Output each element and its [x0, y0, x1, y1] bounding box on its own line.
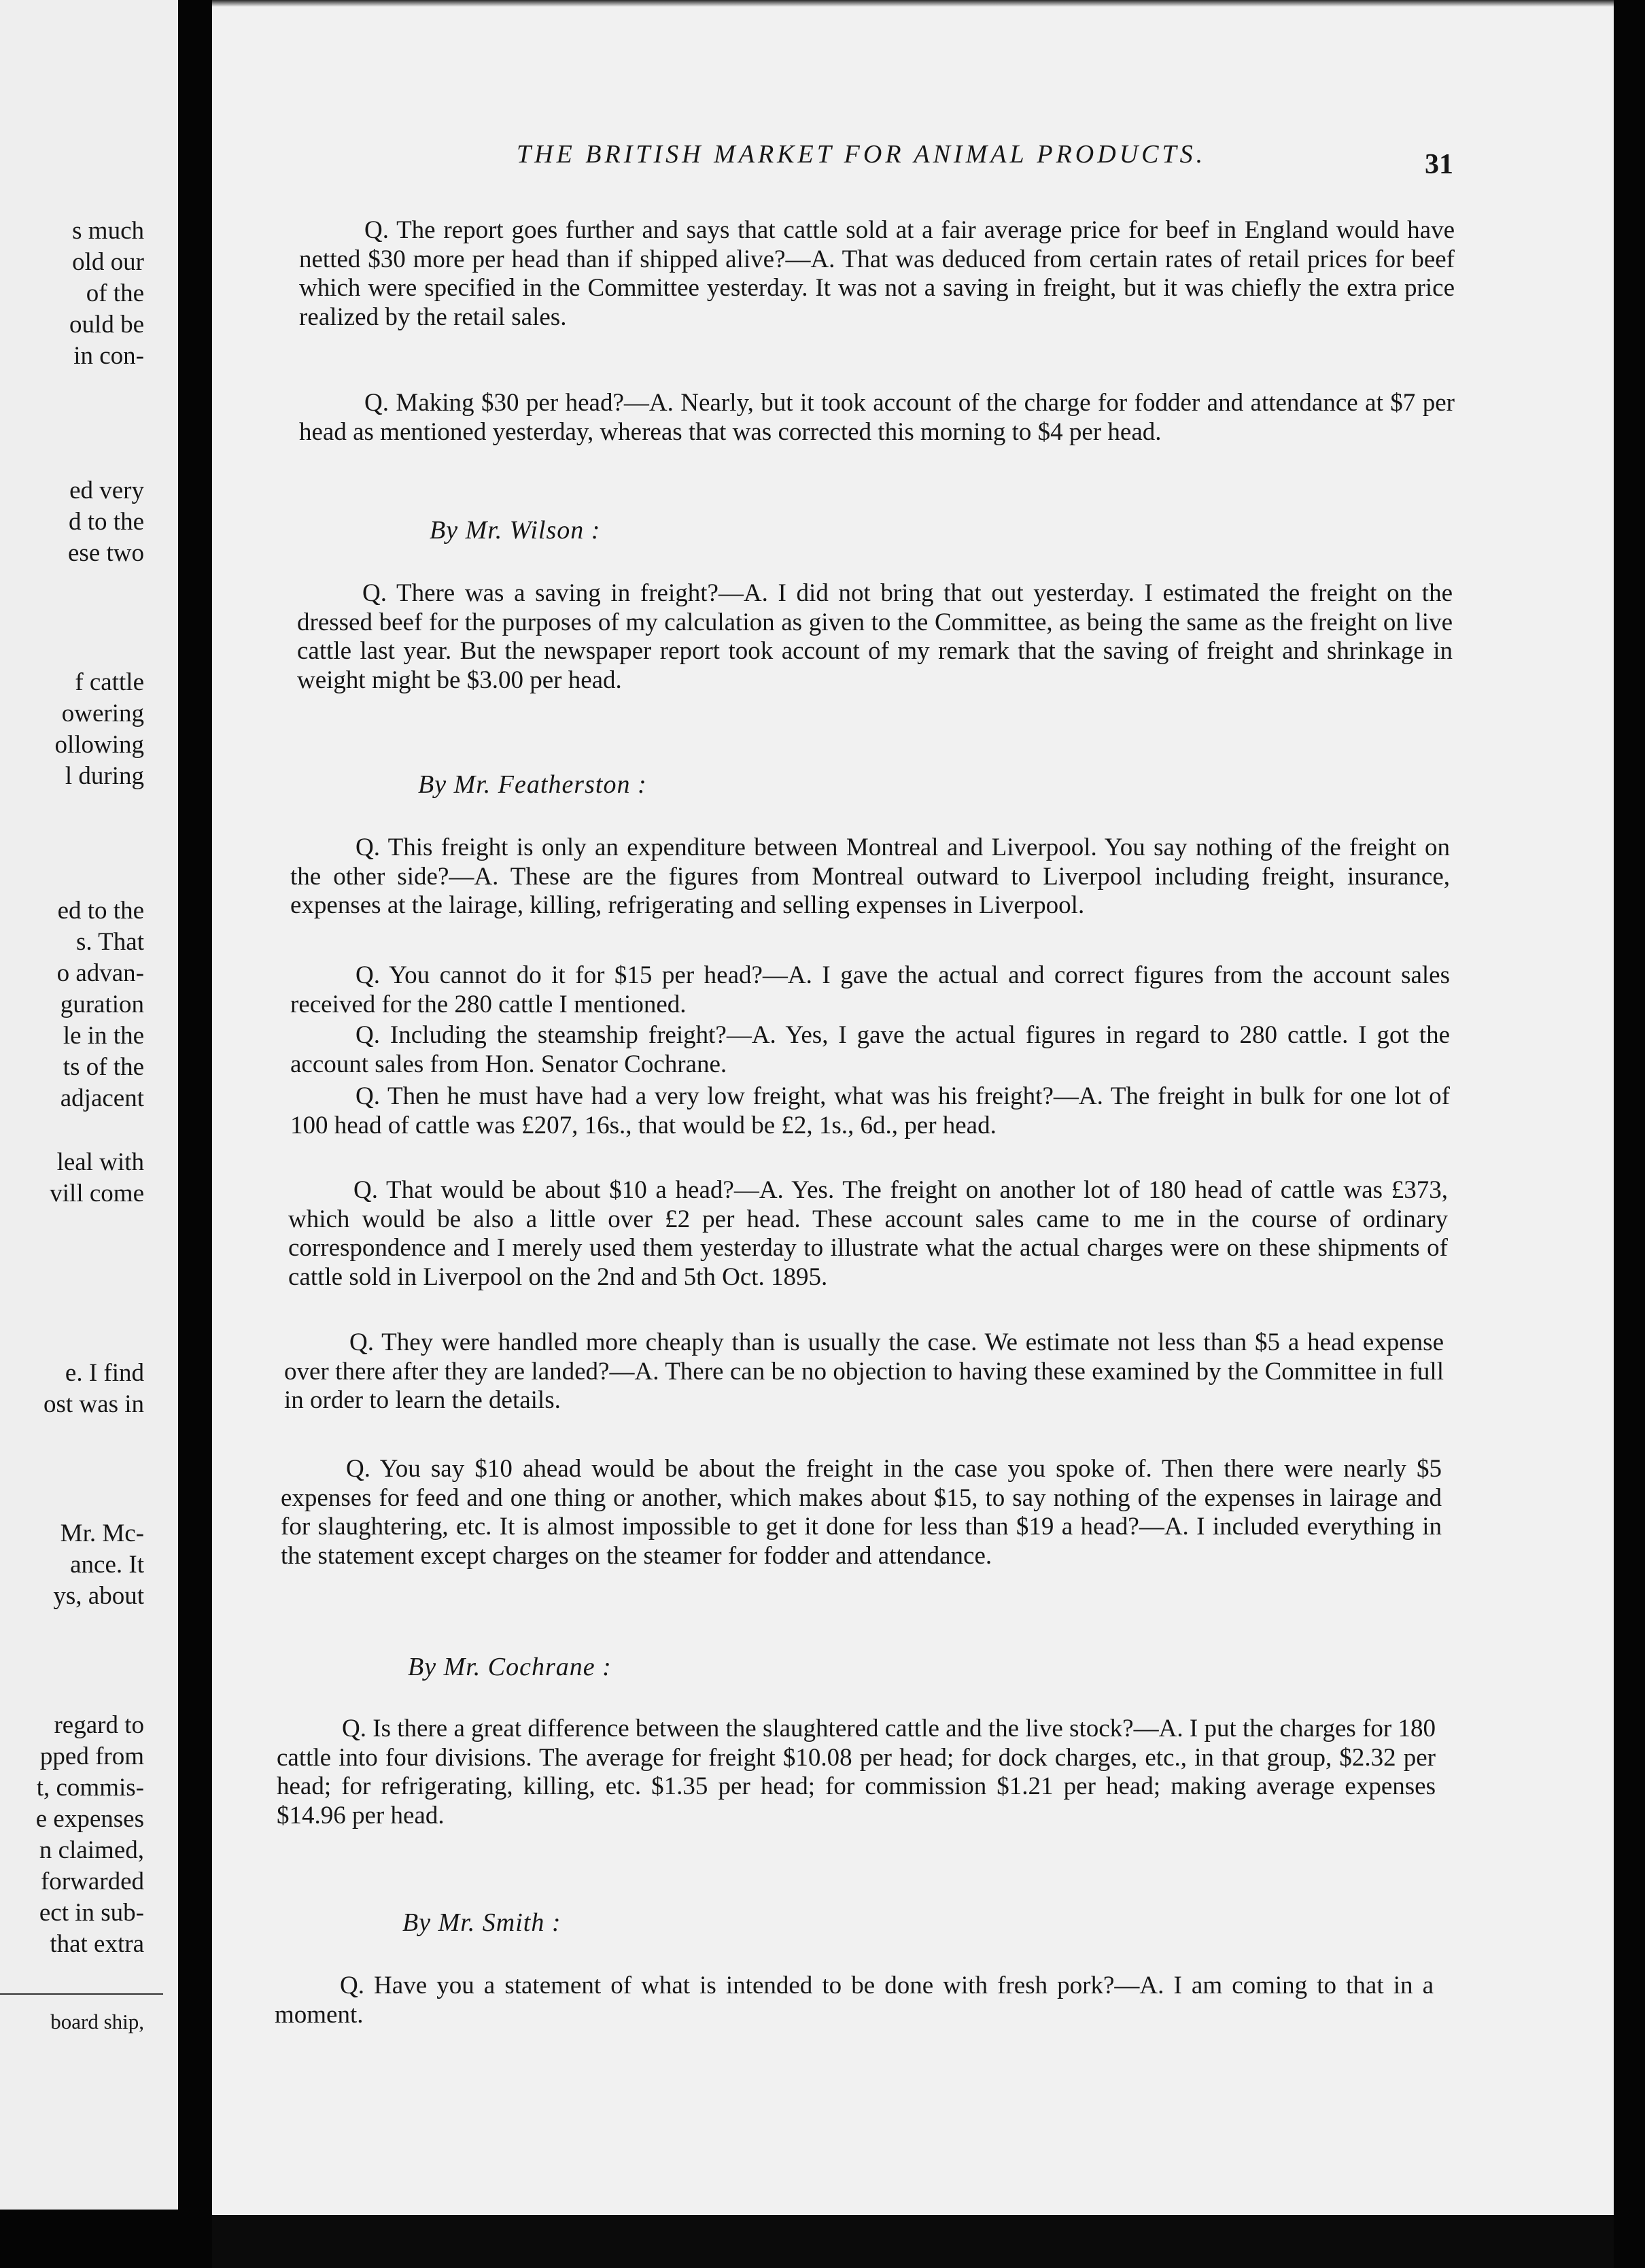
question-answer-paragraph: Q. Including the steamship freight?—A. Yes, I gave the actual figures in regard to 280 cattle. I got the account sales from Hon. Senator Cochrane. — [290, 1021, 1450, 1078]
left-fragment-rule — [0, 1993, 163, 1995]
left-fragment-line: ts of the — [63, 1053, 144, 1081]
left-fragment-line: ect in sub- — [39, 1899, 144, 1927]
question-answer-paragraph: Q. The report goes further and says that cattle sold at a fair average price for beef in England would have netted $30 more per head than if shipped alive?—A. That was deduced from certain rates of retail prices for beef which were specified in the Committee yesterday. It was not a saving in freight, but it was chiefly the extra price realized by the retail sales. — [299, 216, 1455, 331]
left-fragment-line: ollowing — [54, 731, 144, 759]
left-fragment-line: e. I find — [65, 1359, 144, 1387]
left-fragment-line: Mr. Mc- — [60, 1519, 144, 1547]
left-fragment-line: e expenses — [35, 1805, 144, 1833]
left-fragment-line: of the — [86, 279, 144, 307]
question-answer-paragraph: Q. Is there a great difference between the slaughtered cattle and the live stock?—A. I put the charges for 180 cattle into four divisions. The average for freight $10.08 per head; for dock charges, etc., in that group, $2.32 per head; for refrigerating, killing, etc. $1.35 per head; for commission $1.21 per head; making average expenses $14.96 per head. — [277, 1715, 1436, 1829]
left-fragment-line: owering — [61, 700, 144, 727]
left-fragment-line: pped from — [39, 1742, 144, 1770]
question-answer-paragraph: Q. They were handled more cheaply than is usually the case. We estimate not less than $5 a head expense over there after they are landed?—A. There can be no objection to having these examined by the Committee in full in order to learn the details. — [284, 1328, 1444, 1414]
left-fragment-line: d to the — [69, 508, 144, 536]
question-answer-paragraph: Q. That would be about $10 a head?—A. Yes. The freight on another lot of 180 head of cattle was £373, which would be also a little over £2 per head. These account sales came to me in the course of ordinary correspondence and I merely used them yesterday to illustrate what the actual charges were on these shipments of cattle sold in Liverpool on the 2nd and 5th Oct. 1895. — [288, 1176, 1448, 1291]
speaker-heading: By Mr. Cochrane : — [408, 1653, 612, 1681]
question-answer-paragraph: Q. This freight is only an expenditure between Montreal and Liverpool. You say nothing of the freight on the other side?—A. These are the figures from Montreal outward to Liverpool including freight, insurance, expenses at the lairage, killing, refrigerating and selling expenses in Liverpool. — [290, 834, 1450, 919]
question-answer-paragraph: Q. You cannot do it for $15 per head?—A. I gave the actual and correct figures from the account sales received for the 280 cattle I mentioned. — [290, 961, 1450, 1018]
left-fragment-footnote: board ship, — [50, 2010, 144, 2033]
left-fragment-line: t, commis- — [36, 1774, 144, 1802]
question-answer-paragraph: Q. There was a saving in freight?—A. I did not bring that out yesterday. I estimated the freight on the dressed beef for the purposes of my calculation as given to the Committee, as being the same as the freight on live cattle last year. But the newspaper report took account of my remark that the saving of freight and shrinkage in weight might be $3.00 per head. — [297, 579, 1453, 694]
left-fragment-line: s much — [72, 217, 144, 245]
left-fragment-line: ance. It — [70, 1551, 144, 1579]
left-fragment-line: guration — [60, 991, 144, 1018]
speaker-heading: By Mr. Wilson : — [430, 516, 601, 545]
running-head: THE BRITISH MARKET FOR ANIMAL PRODUCTS. — [517, 140, 1207, 169]
speaker-heading: By Mr. Smith : — [402, 1908, 561, 1937]
left-fragment-line: in con- — [73, 342, 144, 370]
left-fragment-line: ed very — [69, 477, 144, 504]
left-fragment-line: ost was in — [44, 1390, 144, 1418]
left-fragment-line: old our — [72, 248, 144, 276]
question-answer-paragraph: Q. Have you a statement of what is intended to be done with fresh pork?—A. I am coming to that in a moment. — [275, 1972, 1434, 2029]
left-fragment-line: forwarded — [40, 1868, 144, 1895]
left-fragment-line: f cattle — [75, 668, 144, 696]
left-fragment-line: s. That — [75, 928, 144, 956]
left-fragment-line: l during — [65, 762, 144, 790]
left-fragment-line: regard to — [54, 1711, 144, 1739]
question-answer-paragraph: Q. You say $10 ahead would be about the freight in the case you spoke of. Then there were nearly $5 expenses for feed and one thing or another, which makes about $15, to say nothing of the expenses in lairage and for slaughtering, etc. It is almost impossible to get it done for less than $19 a head?—A. I included everything in the statement except charges on the steamer for fodder and attendance. — [281, 1455, 1442, 1570]
question-answer-paragraph: Q. Then he must have had a very low freight, what was his freight?—A. The freight in bulk for one lot of 100 head of cattle was £207, 16s., that would be £2, 1s., 6d., per head. — [290, 1082, 1450, 1139]
speaker-heading: By Mr. Featherston : — [418, 770, 647, 799]
previous-page-fragment — [0, 0, 178, 2210]
left-fragment-line: ed to the — [57, 897, 144, 925]
left-fragment-line: o advan- — [56, 959, 144, 987]
page-top-edge — [212, 0, 1614, 7]
left-fragment-line: that extra — [50, 1930, 144, 1958]
left-fragment-line: adjacent — [60, 1084, 144, 1112]
left-fragment-line: ould be — [69, 311, 144, 339]
page-bottom-edge — [212, 2215, 1614, 2268]
page-number: 31 — [1425, 149, 1453, 180]
left-fragment-line: ys, about — [53, 1582, 144, 1610]
left-fragment-line: n claimed, — [39, 1836, 144, 1864]
left-fragment-line: le in the — [63, 1022, 144, 1050]
left-fragment-line: vill come — [50, 1180, 144, 1207]
left-fragment-line: ese two — [68, 539, 144, 567]
left-fragment-line: leal with — [56, 1148, 144, 1176]
question-answer-paragraph: Q. Making $30 per head?—A. Nearly, but it took account of the charge for fodder and attendance at $7 per head as mentioned yesterday, whereas that was corrected this morning to $4 per head. — [299, 389, 1455, 446]
